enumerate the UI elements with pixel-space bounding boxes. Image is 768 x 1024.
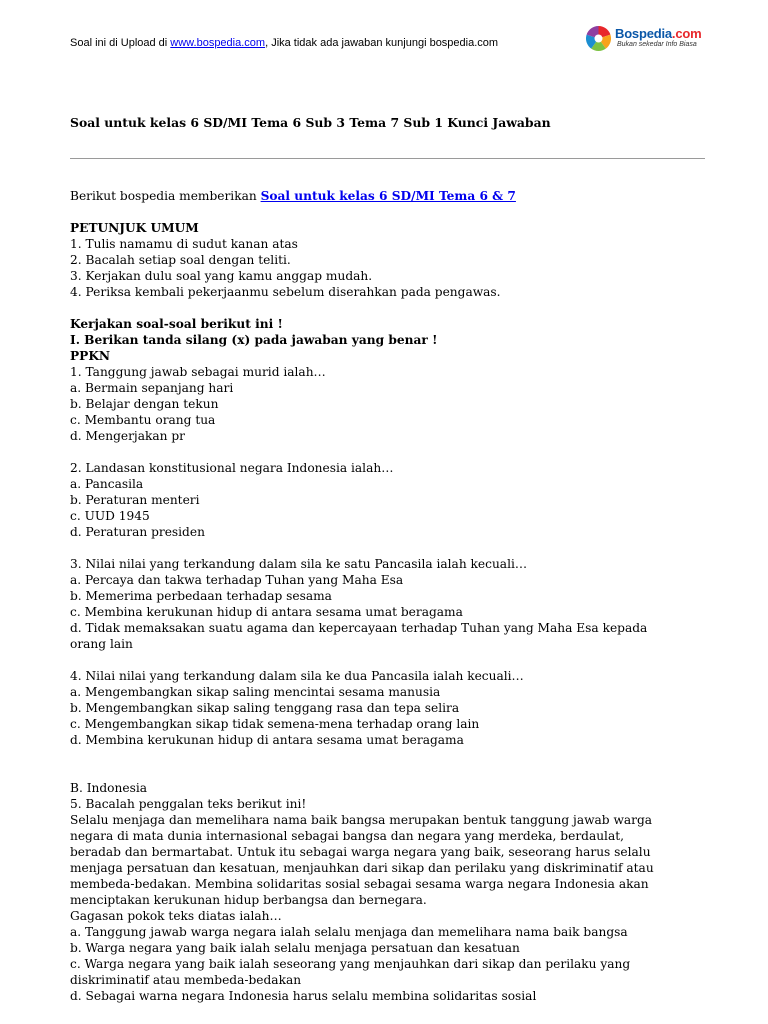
answer-option: d. Tidak memaksakan suatu agama dan kepercayaan terhadap Tuhan yang Maha Esa kepada [70, 621, 648, 635]
instruction-line: Kerjakan soal-soal berikut ini ! [70, 317, 283, 331]
passage-line: negara di mata dunia internasional sebagai bangsa dan negara yang merdeka, berdaulat, [70, 829, 624, 843]
upload-notice [70, 37, 498, 50]
intro-line: Berikut bospedia memberikan Soal untuk kelas 6 SD/MI Tema 6 & 7 [70, 189, 516, 203]
passage-line: membeda-bedakan. Membina solidaritas sosial sebagai sesama warga negara Indonesia akan [70, 877, 649, 891]
intro-link[interactable]: Soal untuk kelas 6 SD/MI Tema 6 & 7 [260, 189, 516, 203]
upload-notice-suffix: , Jika tidak ada jawaban kunjungi bospedia.com [265, 37, 499, 49]
passage-line: Selalu menjaga dan memelihara nama baik bangsa merupakan bentuk tanggung jawab warga [70, 813, 653, 827]
answer-option: a. Bermain sepanjang hari [70, 381, 234, 395]
answer-option: c. Membantu orang tua [70, 413, 216, 427]
answer-option: c. UUD 1945 [70, 509, 150, 523]
question-text: 4. Nilai nilai yang terkandung dalam sila ke dua Pancasila ialah kecuali… [70, 669, 524, 683]
answer-option: d. Sebagai warna negara Indonesia harus selalu membina solidaritas sosial [70, 989, 537, 1003]
bospedia-logo [586, 26, 706, 52]
question-text: 5. Bacalah penggalan teks berikut ini! [70, 797, 307, 811]
petunjuk-heading: PETUNJUK UMUM [70, 221, 199, 235]
answer-option: b. Peraturan menteri [70, 493, 200, 507]
answer-option: a. Tanggung jawab warga negara ialah selalu menjaga dan memelihara nama baik bangsa [70, 925, 628, 939]
answer-option: a. Percaya dan takwa terhadap Tuhan yang Maha Esa [70, 573, 404, 587]
passage-line: beradab dan bermartabat. Untuk itu sebagai warga negara yang baik, seseorang harus selalu [70, 845, 651, 859]
answer-option: b. Mengembangkan sikap saling tenggang rasa dan tepa selira [70, 701, 460, 715]
bospedia-logo-name: Bospedia.com [615, 26, 702, 41]
answer-option: d. Mengerjakan pr [70, 429, 185, 443]
answer-option: b. Belajar dengan tekun [70, 397, 219, 411]
question-text: 2. Landasan konstitusional negara Indonesia ialah… [70, 461, 394, 475]
answer-option: c. Mengembangkan sikap tidak semena-mena terhadap orang lain [70, 717, 480, 731]
petunjuk-item: 4. Periksa kembali pekerjaanmu sebelum diserahkan pada pengawas. [70, 285, 501, 299]
page-title: Soal untuk kelas 6 SD/MI Tema 6 Sub 3 Tema 7 Sub 1 Kunci Jawaban [70, 115, 551, 130]
instruction-line: I. Berikan tanda silang (x) pada jawaban yang benar ! [70, 333, 438, 347]
question-text: 1. Tanggung jawab sebagai murid ialah… [70, 365, 326, 379]
petunjuk-item: 1. Tulis namamu di sudut kanan atas [70, 237, 298, 251]
bospedia-link[interactable]: www.bospedia.com [170, 37, 266, 49]
answer-option: a. Pancasila [70, 477, 144, 491]
answer-option: b. Memerima perbedaan terhadap sesama [70, 589, 332, 603]
document-body [70, 188, 710, 1004]
answer-option: c. Membina kerukunan hidup di antara sesama umat beragama [70, 605, 463, 619]
subject-heading: PPKN [70, 349, 111, 363]
petunjuk-item: 3. Kerjakan dulu soal yang kamu anggap mudah. [70, 269, 373, 283]
section-heading: B. Indonesia [70, 781, 147, 795]
divider [70, 158, 705, 159]
answer-option: diskriminatif atau membeda-bedakan [70, 973, 302, 987]
answer-option: a. Mengembangkan sikap saling mencintai sesama manusia [70, 685, 441, 699]
question-text: 3. Nilai nilai yang terkandung dalam sila ke satu Pancasila ialah kecuali… [70, 557, 528, 571]
question-prompt: Gagasan pokok teks diatas ialah… [70, 909, 282, 923]
answer-option: orang lain [70, 637, 133, 651]
passage-line: menjaga persatuan dan kesatuan, menjauhkan dari sikap dan perilaku yang diskriminatif atau [70, 861, 654, 875]
bospedia-logo-icon [586, 26, 611, 51]
bospedia-logo-tagline: Bukan sekedar Info Biasa [617, 41, 697, 48]
petunjuk-item: 2. Bacalah setiap soal dengan teliti. [70, 253, 291, 267]
answer-option: d. Peraturan presiden [70, 525, 205, 539]
answer-option: b. Warga negara yang baik ialah selalu menjaga persatuan dan kesatuan [70, 941, 520, 955]
passage-line: menciptakan kerukunan hidup berbangsa dan bernegara. [70, 893, 427, 907]
upload-notice-prefix: Soal ini di Upload di [70, 37, 171, 49]
answer-option: d. Membina kerukunan hidup di antara sesama umat beragama [70, 733, 464, 747]
answer-option: c. Warga negara yang baik ialah seseorang yang menjauhkan dari sikap dan perilaku yang [70, 957, 631, 971]
